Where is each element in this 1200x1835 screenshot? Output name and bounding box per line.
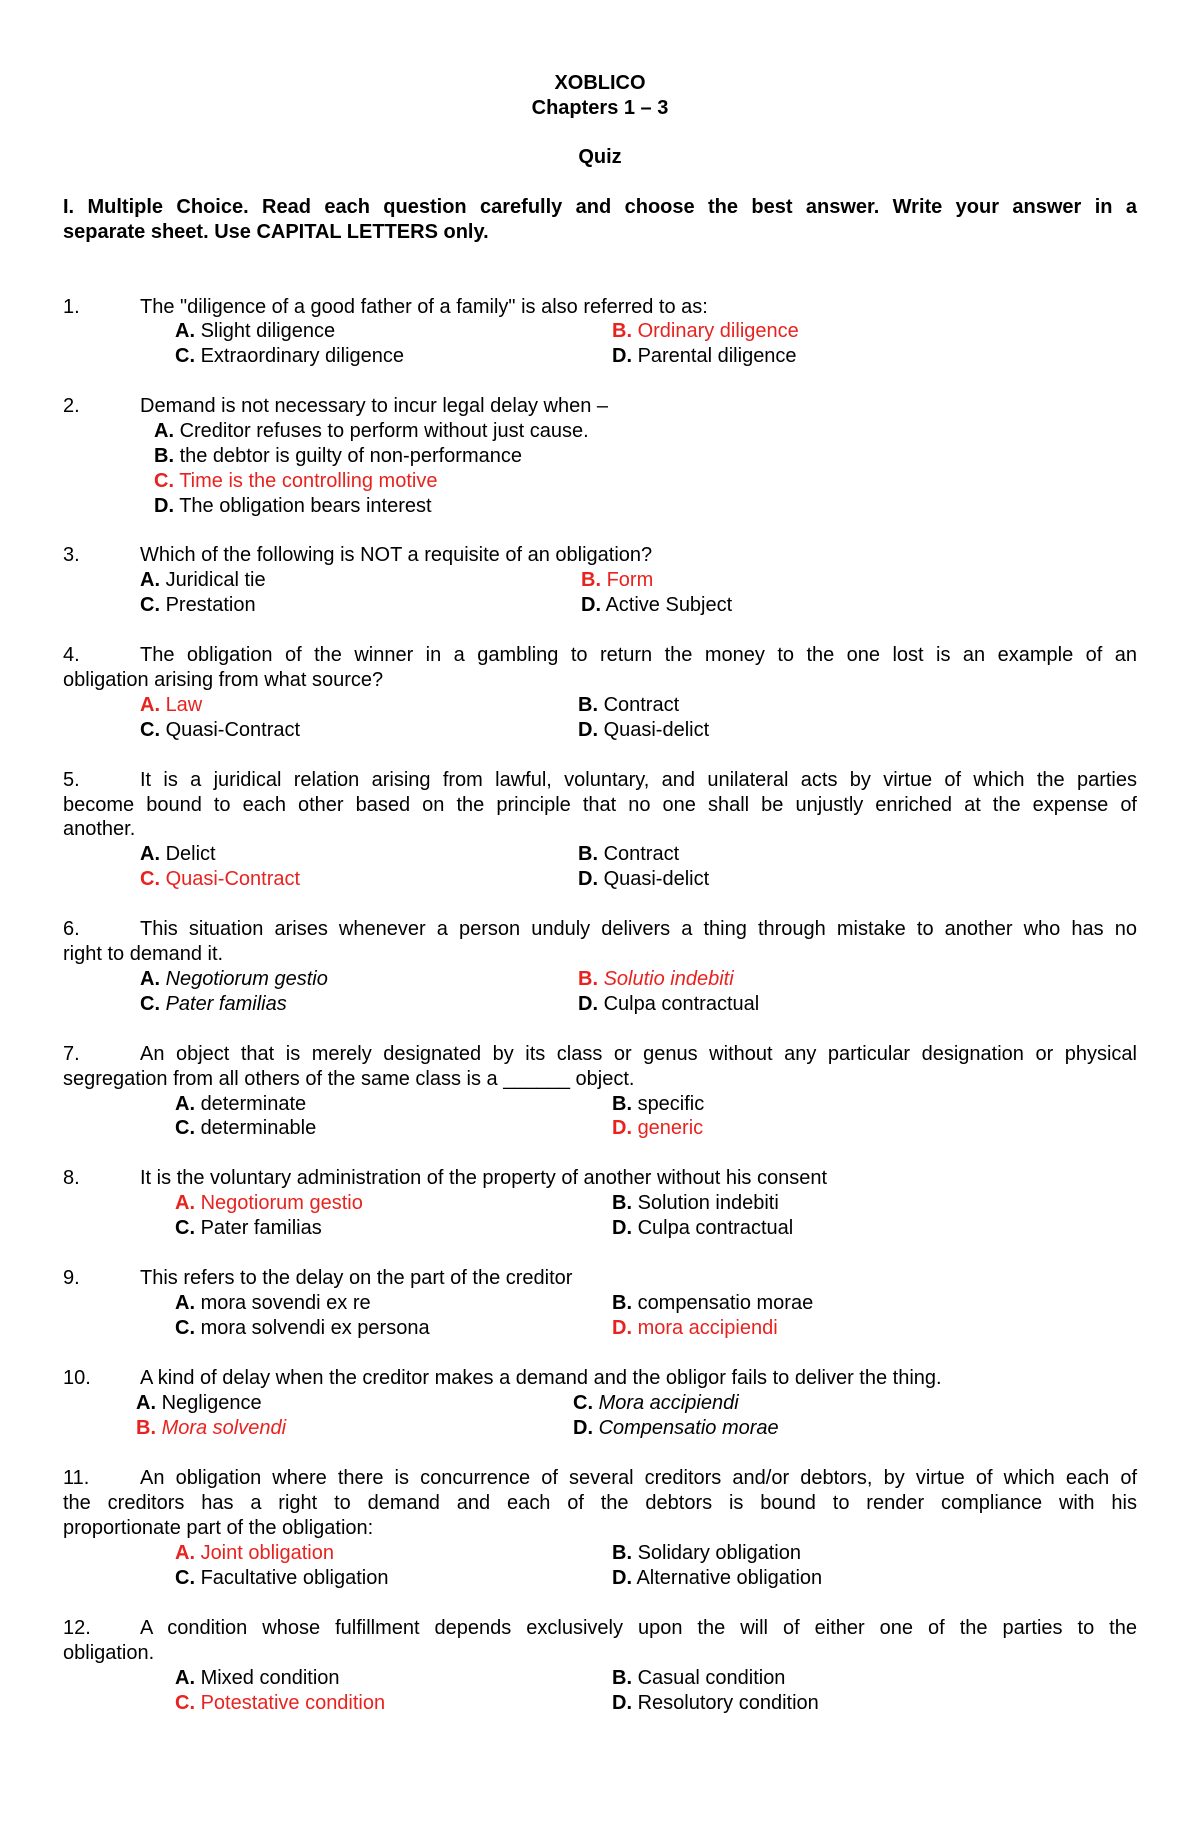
question-number: 9. [63, 1267, 80, 1289]
instructions-line-1: I. Multiple Choice. Read each question carefully and choose the best answer. Write your answer in a [63, 196, 1137, 218]
choice-a [175, 1291, 371, 1315]
choice-text: Quasi-delict [603, 719, 710, 741]
question-text: The "diligence of a good father of a family" is also referred to as: [140, 296, 708, 318]
choice-b-correct [612, 319, 799, 343]
quiz-heading: Quiz [578, 146, 622, 168]
question-text: A kind of delay when the creditor makes a demand and the obligor fails to deliver the thing. [140, 1367, 942, 1389]
chapters-heading: Chapters 1 – 3 [531, 97, 669, 119]
choice-text: Solutio indebiti [603, 968, 734, 990]
choice-text: Negotiorum gestio [165, 968, 328, 990]
choice-letter: D. [612, 1567, 632, 1589]
choice-c [140, 593, 256, 617]
choice-c [175, 1216, 322, 1240]
choice-text: mora solvendi ex persona [200, 1317, 430, 1339]
choice-c [175, 344, 404, 368]
choice-text: Contract [603, 694, 680, 716]
choice-letter: B. [578, 694, 598, 716]
choice-c [140, 718, 300, 742]
choice-letter: C. [140, 993, 160, 1015]
choice-text: Potestative condition [200, 1692, 386, 1714]
choice-a-correct [175, 1541, 334, 1565]
choice-letter: A. [140, 843, 160, 865]
choice-a [175, 1666, 340, 1690]
choice-b [612, 1092, 704, 1116]
choice-c [175, 1116, 316, 1140]
choice-a [140, 967, 328, 991]
question-number: 1. [63, 296, 80, 318]
choice-b [578, 842, 679, 866]
choice-text: Extraordinary diligence [200, 345, 404, 367]
choice-text: Law [165, 694, 203, 716]
instructions-line-2: separate sheet. Use CAPITAL LETTERS only. [63, 221, 489, 243]
choice-a [140, 568, 266, 592]
question-text-line-1: An object that is merely designated by its class or genus without any particular designation or physical [140, 1043, 1137, 1065]
choice-text: Form [606, 569, 654, 591]
choice-letter: C. [175, 1692, 195, 1714]
choice-c [573, 1391, 739, 1415]
choice-letter: D. [578, 993, 598, 1015]
choice-a [154, 419, 589, 443]
choice-letter: B. [578, 843, 598, 865]
choice-text: Parental diligence [637, 345, 797, 367]
question-number: 6. [63, 918, 80, 940]
choice-letter: C. [175, 1217, 195, 1239]
choice-letter: B. [612, 1093, 632, 1115]
choice-b-correct [136, 1416, 286, 1440]
document-title: XOBLICO [554, 72, 646, 94]
question-text-line-1: A condition whose fulfillment depends exclusively upon the will of either one of the parties to the [140, 1617, 1137, 1639]
choice-letter: A. [140, 968, 160, 990]
choice-text: Resolutory condition [637, 1692, 819, 1714]
choice-text: the debtor is guilty of non-performance [179, 445, 522, 467]
choice-b [612, 1291, 813, 1315]
choice-c [140, 992, 287, 1016]
question-number: 10. [63, 1367, 91, 1389]
choice-letter: D. [573, 1417, 593, 1439]
choice-text: Quasi-Contract [165, 868, 301, 890]
question-text-line-2: segregation from all others of the same class is a ______ object. [63, 1068, 635, 1090]
choice-letter: B. [612, 320, 632, 342]
choice-text: Creditor refuses to perform without just cause. [179, 420, 589, 442]
choice-c-correct [154, 469, 437, 493]
question-text-line-2: become bound to each other based on the principle that no one shall be unjustly enriched at the expense of [63, 794, 1137, 816]
question-text-line-2: right to demand it. [63, 943, 224, 965]
choice-d [612, 344, 797, 368]
choice-letter: C. [140, 719, 160, 741]
choice-letter: B. [136, 1417, 156, 1439]
choice-a [140, 842, 216, 866]
choice-text: The obligation bears interest [179, 495, 432, 517]
choice-letter: A. [175, 1093, 195, 1115]
choice-letter: D. [612, 1692, 632, 1714]
question-text: Which of the following is NOT a requisite of an obligation? [140, 544, 653, 566]
choice-text: generic [637, 1117, 704, 1139]
choice-text: Juridical tie [165, 569, 266, 591]
question-text: This refers to the delay on the part of the creditor [140, 1267, 573, 1289]
choice-letter: C. [140, 868, 160, 890]
choice-b-correct [581, 568, 653, 592]
choice-text: Active Subject [605, 594, 733, 616]
choice-letter: B. [581, 569, 601, 591]
choice-text: Casual condition [637, 1667, 786, 1689]
choice-text: Alternative obligation [636, 1567, 823, 1589]
choice-text: Negotiorum gestio [200, 1192, 363, 1214]
choice-text: Culpa contractual [637, 1217, 794, 1239]
choice-letter: D. [154, 495, 174, 517]
question-number: 8. [63, 1167, 80, 1189]
choice-c [175, 1316, 430, 1340]
choice-text: Prestation [165, 594, 256, 616]
choice-d [581, 593, 732, 617]
choice-d [154, 494, 432, 518]
choice-text: Compensatio morae [598, 1417, 779, 1439]
choice-letter: A. [175, 1667, 195, 1689]
choice-letter: A. [154, 420, 174, 442]
choice-letter: D. [612, 1217, 632, 1239]
choice-text: determinable [200, 1117, 317, 1139]
choice-text: Mixed condition [200, 1667, 340, 1689]
choice-d [578, 992, 759, 1016]
choice-d [612, 1691, 819, 1715]
question-text-line-1: The obligation of the winner in a gambling to return the money to the one lost is an example of an [140, 644, 1137, 666]
question-text-line-2: obligation arising from what source? [63, 669, 384, 691]
question-text-line-3: proportionate part of the obligation: [63, 1517, 374, 1539]
choice-d [578, 867, 709, 891]
choice-a [175, 319, 335, 343]
question-text-line-1: This situation arises whenever a person unduly delivers a thing through mistake to another who has no [140, 918, 1137, 940]
choice-letter: B. [578, 968, 598, 990]
choice-text: Facultative obligation [200, 1567, 389, 1589]
choice-text: Culpa contractual [603, 993, 760, 1015]
choice-letter: B. [612, 1192, 632, 1214]
choice-text: Quasi-delict [603, 868, 710, 890]
choice-a-correct [175, 1191, 363, 1215]
choice-text: Pater familias [200, 1217, 322, 1239]
question-text-line-2: the creditors has a right to demand and each of the debtors is bound to render compliance with his [63, 1492, 1137, 1514]
choice-text: Time is the controlling motive [179, 470, 438, 492]
choice-letter: C. [175, 1117, 195, 1139]
choice-c [175, 1566, 388, 1590]
choice-b [612, 1541, 801, 1565]
choice-b-correct [578, 967, 734, 991]
question-number: 12. [63, 1617, 91, 1639]
choice-letter: A. [140, 694, 160, 716]
choice-text: specific [637, 1093, 705, 1115]
choice-text: Delict [165, 843, 216, 865]
choice-letter: C. [175, 345, 195, 367]
choice-text: Negligence [161, 1392, 262, 1414]
choice-c-correct [175, 1691, 385, 1715]
choice-letter: B. [612, 1667, 632, 1689]
choice-letter: B. [612, 1292, 632, 1314]
question-number: 7. [63, 1043, 80, 1065]
choice-text: Ordinary diligence [637, 320, 799, 342]
choice-text: Mora accipiendi [598, 1392, 739, 1414]
choice-letter: C. [175, 1567, 195, 1589]
choice-letter: D. [581, 594, 601, 616]
choice-letter: D. [578, 868, 598, 890]
choice-letter: D. [612, 1117, 632, 1139]
choice-d [578, 718, 709, 742]
choice-letter: A. [136, 1392, 156, 1414]
choice-letter: C. [140, 594, 160, 616]
choice-text: Solidary obligation [637, 1542, 801, 1564]
choice-letter: A. [175, 320, 195, 342]
choice-b [154, 444, 522, 468]
question-number: 2. [63, 395, 80, 417]
question-text-line-3: another. [63, 818, 136, 840]
choice-text: Mora solvendi [161, 1417, 287, 1439]
choice-text: mora accipiendi [637, 1317, 778, 1339]
choice-letter: B. [154, 445, 174, 467]
choice-text: compensatio morae [637, 1292, 814, 1314]
question-number: 11. [63, 1467, 90, 1489]
choice-d [612, 1566, 822, 1590]
choice-c-correct [140, 867, 300, 891]
question-text: Demand is not necessary to incur legal delay when – [140, 395, 609, 417]
question-text-line-2: obligation. [63, 1642, 155, 1664]
choice-a [136, 1391, 262, 1415]
choice-letter: D. [578, 719, 598, 741]
choice-letter: D. [612, 345, 632, 367]
choice-b [612, 1666, 785, 1690]
choice-text: Quasi-Contract [165, 719, 301, 741]
question-number: 4. [63, 644, 80, 666]
choice-letter: C. [154, 470, 174, 492]
choice-text: Joint obligation [200, 1542, 334, 1564]
question-number: 3. [63, 544, 80, 566]
choice-b [612, 1191, 779, 1215]
choice-d [612, 1216, 793, 1240]
choice-text: mora sovendi ex re [200, 1292, 371, 1314]
choice-letter: D. [612, 1317, 632, 1339]
choice-text: determinate [200, 1093, 307, 1115]
choice-d-correct [612, 1116, 703, 1140]
question-text-line-1: An obligation where there is concurrence of several creditors and/or debtors, by virtue of which each of [140, 1467, 1137, 1489]
question-number: 5. [63, 769, 80, 791]
choice-letter: C. [175, 1317, 195, 1339]
choice-b [578, 693, 679, 717]
choice-letter: C. [573, 1392, 593, 1414]
choice-letter: A. [175, 1292, 195, 1314]
choice-text: Pater familias [165, 993, 287, 1015]
question-text-line-1: It is a juridical relation arising from lawful, voluntary, and unilateral acts by virtue of which the parties [140, 769, 1137, 791]
choice-text: Slight diligence [200, 320, 336, 342]
choice-letter: A. [175, 1192, 195, 1214]
question-text: It is the voluntary administration of the property of another without his consent [140, 1167, 828, 1189]
choice-text: Contract [603, 843, 680, 865]
choice-letter: A. [140, 569, 160, 591]
choice-a-correct [140, 693, 202, 717]
choice-d [573, 1416, 779, 1440]
choice-d-correct [612, 1316, 778, 1340]
choice-letter: B. [612, 1542, 632, 1564]
choice-letter: A. [175, 1542, 195, 1564]
choice-text: Solution indebiti [637, 1192, 779, 1214]
choice-a [175, 1092, 306, 1116]
